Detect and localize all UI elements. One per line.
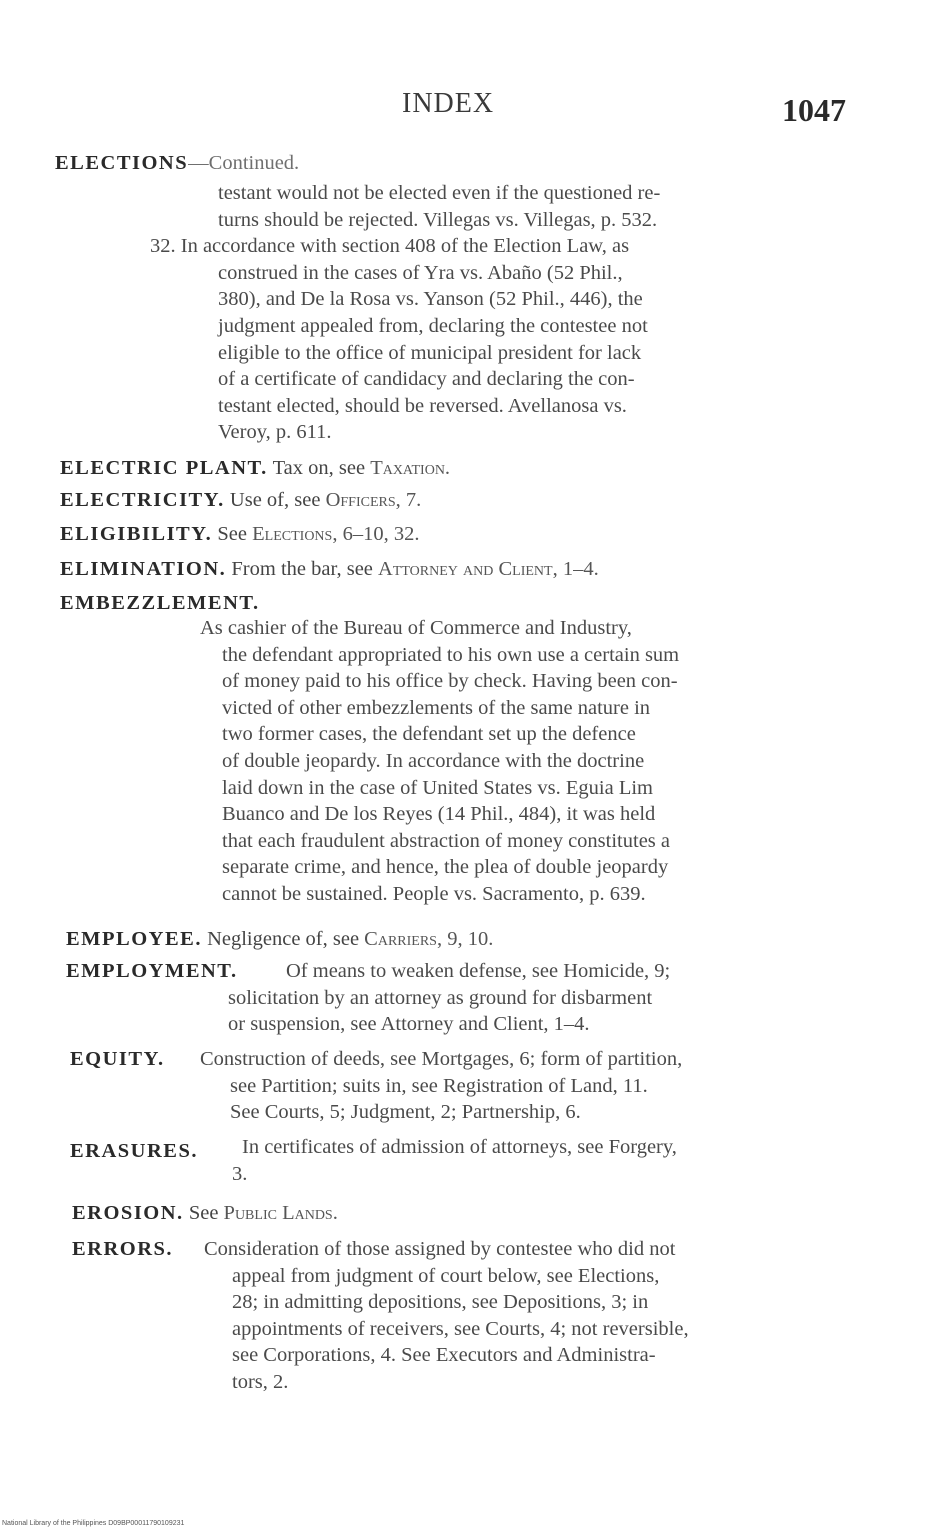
elections-subentries: [150, 180, 848, 446]
entry-electric-plant: [60, 455, 450, 482]
headword: EQUITY.: [70, 1048, 165, 1070]
headword: ELECTRICITY.: [60, 489, 225, 511]
entry-equity: [70, 1046, 165, 1073]
text-line: laid down in the case of United States vs. Eguia Lim: [222, 776, 653, 799]
entry-text: From the bar, see: [231, 558, 373, 580]
text-line: or suspension, see Attorney and Client, 1–4.: [228, 1013, 590, 1036]
text-line: separate crime, and hence, the plea of double jeopardy: [222, 856, 669, 879]
text-line: 380), and De la Rosa vs. Yanson (52 Phil., 446), the: [218, 288, 643, 311]
entry-eligibility: [60, 521, 419, 548]
entry-employee: [66, 926, 493, 953]
text-line: appointments of receivers, see Courts, 4; not reversible,: [232, 1317, 689, 1340]
entry-text: See: [217, 523, 248, 545]
text-line: the defendant appropriated to his own use a certain sum: [222, 643, 680, 666]
entry-text: Tax on, see: [272, 457, 366, 479]
text-line: In certificates of admission of attorneys, see Forgery,: [242, 1136, 677, 1158]
page-title: INDEX: [402, 88, 495, 119]
cross-reference: Taxation.: [370, 457, 451, 479]
entry-erosion: [72, 1200, 338, 1227]
cross-reference: Carriers, 9, 10.: [364, 928, 494, 950]
embezzlement-body: [200, 615, 852, 908]
errors-body: [204, 1236, 862, 1396]
text-line: construed in the cases of Yra vs. Abaño (52 Phil.,: [218, 261, 623, 284]
headword: EMPLOYEE.: [66, 928, 202, 950]
footer-attribution: National Library of the Philippines D09BP00011790109231: [2, 1520, 185, 1527]
text-line: of double jeopardy. In accordance with the doctrine: [222, 749, 645, 772]
cross-reference: Officers, 7.: [325, 489, 422, 511]
employment-body: [228, 958, 858, 1038]
text-line: of money paid to his office by check. Having been con-: [222, 670, 678, 693]
entry-errors: [72, 1236, 173, 1263]
text-line: Of means to weaken defense, see Homicide, 9;: [286, 960, 671, 982]
text-line: Buanco and De los Reyes (14 Phil., 484), it was held: [222, 803, 656, 826]
text-line: turns should be rejected. Villegas vs. Villegas, p. 532.: [218, 208, 658, 231]
headword: EMBEZZLEMENT.: [60, 592, 260, 614]
cross-reference: Elections, 6–10, 32.: [252, 523, 420, 545]
text-line: tors, 2.: [232, 1370, 289, 1393]
headword: EROSION.: [72, 1202, 184, 1224]
entry-electricity: [60, 487, 421, 514]
text-line: testant elected, should be reversed. Avellanosa vs.: [218, 394, 627, 417]
text-line: As cashier of the Bureau of Commerce and Industry,: [200, 617, 632, 639]
headword: ELIMINATION.: [60, 558, 227, 580]
text-line: 32. In accordance with section 408 of the Election Law, as: [150, 235, 630, 258]
text-line: Veroy, p. 611.: [218, 421, 332, 444]
entry-elimination: [60, 556, 599, 583]
entry-erasures: [70, 1138, 198, 1165]
entry-embezzlement: [60, 590, 260, 617]
text-line: See Courts, 5; Judgment, 2; Partnership, 6.: [230, 1101, 581, 1124]
entry-elections: [55, 150, 299, 177]
text-line: see Partition; suits in, see Registration of Land, 11.: [230, 1074, 648, 1097]
text-line: solicitation by an attorney as ground for disbarment: [228, 986, 653, 1009]
entry-text: See: [188, 1202, 219, 1224]
entry-text: Use of, see: [229, 489, 321, 511]
text-line: two former cases, the defendant set up the defence: [222, 723, 636, 746]
headword: EMPLOYMENT.: [66, 960, 238, 982]
headword: ELIGIBILITY.: [60, 523, 213, 545]
headword: ERRORS.: [72, 1238, 174, 1260]
headword: ERASURES.: [70, 1140, 198, 1162]
text-line: victed of other embezzlements of the same nature in: [222, 696, 651, 719]
text-line: 28; in admitting depositions, see Depositions, 3; in: [232, 1291, 649, 1314]
text-line: see Corporations, 4. See Executors and Administra-: [232, 1344, 656, 1367]
cross-reference: Attorney and Client, 1–4.: [378, 558, 599, 580]
text-line: judgment appealed from, declaring the contestee not: [218, 314, 648, 337]
entry-text: Negligence of, see: [207, 928, 360, 950]
text-line: testant would not be elected even if the questioned re-: [218, 182, 661, 204]
equity-body: [200, 1046, 860, 1126]
continued-label: —Continued.: [188, 152, 300, 174]
text-line: of a certificate of candidacy and declaring the con-: [218, 368, 635, 391]
entry-employment: [66, 958, 238, 985]
text-line: eligible to the office of municipal president for lack: [218, 341, 642, 364]
page-number: 1047: [782, 92, 846, 128]
text-line: Consideration of those assigned by contestee who did not: [204, 1238, 676, 1260]
headword: ELECTRIC PLANT.: [60, 457, 268, 479]
text-line: cannot be sustained. People vs. Sacramento, p. 639.: [222, 882, 646, 905]
cross-reference: Public Lands.: [223, 1202, 338, 1224]
headword: ELECTIONS: [55, 152, 189, 174]
erasures-body: [232, 1134, 862, 1187]
text-line: Construction of deeds, see Mortgages, 6; form of partition,: [200, 1048, 683, 1070]
text-line: 3.: [232, 1162, 248, 1185]
text-line: appeal from judgment of court below, see Elections,: [232, 1264, 660, 1287]
text-line: that each fraudulent abstraction of money constitutes a: [222, 829, 670, 852]
